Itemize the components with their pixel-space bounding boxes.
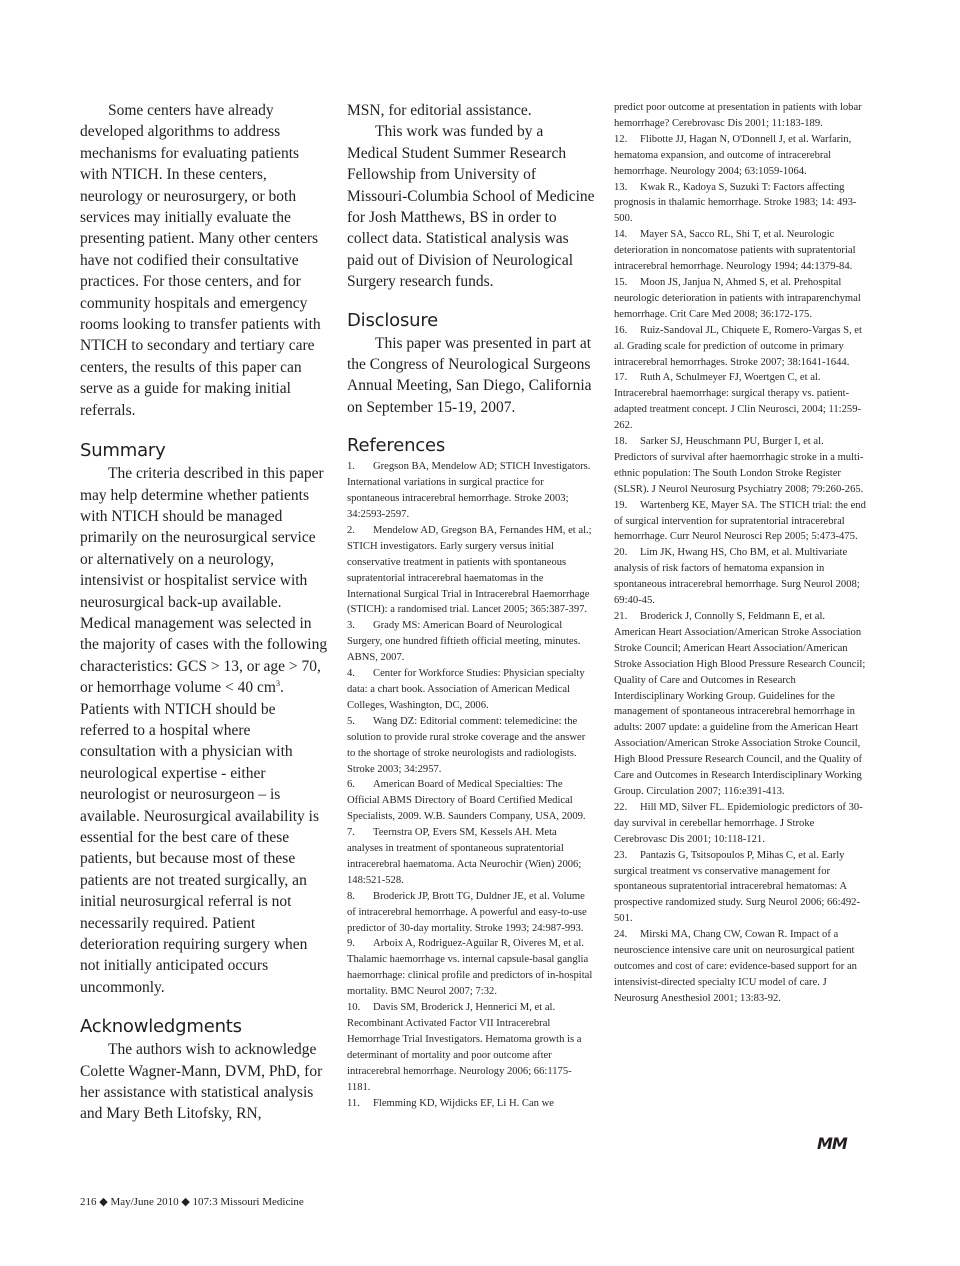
reference-number: 4.	[347, 668, 355, 680]
reference-item	[347, 936, 595, 1000]
reference-list-column-2	[347, 459, 595, 1111]
reference-item	[347, 889, 595, 937]
reference-item	[614, 275, 866, 323]
reference-text: Pantazis G, Tsitsopoulos P, Mihas C, et al. Early surgical treatment vs conservative management for spontaneous supratentorial intracerebral hematomas: A prospective randomized study. Surg Neurol 2006; 66:492-501.	[614, 849, 860, 925]
reference-number: 14.	[614, 229, 628, 241]
reference-item	[614, 370, 866, 434]
reference-text: Sarker SJ, Heuschmann PU, Burger I, et al. Predictors of survival after haemorrhagic stroke in a multi-ethnic population: The South London Stroke Register (SLSR). J Neurol Neurosurg Psychiatry 2008; 79:260-265.	[614, 436, 864, 495]
reference-item	[614, 545, 866, 609]
reference-number: 21.	[614, 611, 628, 622]
reference-text: Flemming KD, Wijdicks EF, Li H. Can we	[373, 1097, 554, 1109]
reference-text: Ruth A, Schulmeyer FJ, Woertgen C, et al. Intracerebral haemorrhage: surgical therapy vs. patient-adapted treatment concept. J Clin Neurosci, 2004; 11:259-262.	[614, 372, 862, 432]
reference-item	[347, 523, 595, 618]
reference-number: 20.	[614, 547, 628, 559]
reference-item	[614, 498, 866, 546]
reference-11-continued: predict poor outcome at presentation in patients with lobar hemorrhage? Cerebrovasc Dis 2001; 11:183-189.	[614, 102, 862, 129]
reference-text: Ruiz-Sandoval JL, Chiquete E, Romero-Vargas S, et al. Grading scale for prediction of outcome in primary intracerebral hemorrhages. Stroke 2007; 38:1641-1644.	[614, 324, 862, 368]
reference-number: 5.	[347, 715, 355, 727]
summary-text-part2: . Patients with NTICH should be referred to a hospital where consultation with a physician with neurological expertise - either neurologist or neurosurgeon – is available. Neurosurgical availability is essential for the best care of these patients, but because most of these patients are not treated surgically, an initial neurosurgical referral is not necessarily required. Patient deterioration requiring surgery when not initially anticipated occurs uncommonly.	[80, 679, 320, 996]
reference-number: 10.	[347, 1002, 361, 1014]
acknowledgments-continued: MSN, for editorial assistance.	[347, 102, 532, 119]
reference-number: 3.	[347, 620, 355, 632]
reference-number: 16.	[614, 324, 628, 336]
summary-text-part1: The criteria described in this paper may help determine whether patients with NTICH should be managed primarily on the neurosurgical service or alternatively on a neurology, intensivist or hospitalist service with neurosurgical back-up available. Medical management was selected in the majority of cases with the following characteristics: GCS > 13, or age > 70, or hemorrhage volume < 40 cm	[80, 465, 328, 697]
reference-number: 1.	[347, 461, 355, 473]
reference-text: Flibotte JJ, Hagan N, O'Donnell J, et al. Warfarin, hematoma expansion, and outcome of intracerebral hemorrhage. Neurology 2004; 63:1059-1064.	[614, 133, 852, 177]
reference-text: Arboix A, Rodriguez-Aguilar R, Oiveres M, et al. Thalamic haemorrhage vs. internal capsule-basal ganglia haemorrhage: clinical profile and predictors of in-hospital mortality. BMC Neurol 2007; 7:32.	[347, 938, 593, 998]
reference-text: Gregson BA, Mendelow AD; STICH Investigators. International variations in surgical practice for spontaneous intracerebral hemorrhage. Stroke 2003; 34:2593-2597.	[347, 461, 591, 520]
end-of-article-logo: MM	[817, 1134, 847, 1153]
reference-number: 19.	[614, 499, 628, 511]
reference-number: 6.	[347, 779, 355, 791]
summary-heading: Summary	[80, 440, 166, 462]
reference-number: 17.	[614, 372, 628, 384]
summary-paragraph	[80, 463, 328, 998]
reference-text: Kwak R., Kadoya S, Suzuki T: Factors affecting prognosis in thalamic hemorrhage. Stroke 1983; 14: 493-500.	[614, 181, 857, 225]
reference-number: 7.	[347, 827, 355, 839]
acknowledgments-paragraph: The authors wish to acknowledge Colette Wagner-Mann, DVM, PhD, for her assistance with statistical analysis and Mary Beth Litofsky, RN,	[80, 1041, 323, 1123]
reference-number: 2.	[347, 524, 355, 536]
reference-number: 18.	[614, 436, 628, 448]
reference-text: Wartenberg KE, Mayer SA. The STICH trial: the end of surgical intervention for supratentorial intracerebral hemorrhage. Curr Neurol Neurosci Rep 2005; 5:473-475.	[614, 499, 866, 543]
reference-text: American Board of Medical Specialties: The Official ABMS Directory of Board Certified Medical Specialists, 2009. W.B. Saunders Company, USA, 2009.	[347, 779, 586, 823]
reference-item	[347, 459, 595, 523]
reference-item	[347, 825, 595, 889]
funding-paragraph: This work was funded by a Medical Student Summer Research Fellowship from University of Missouri-Columbia School of Medicine for Josh Matthews, BS in order to collect data. Statistical analysis was paid out of Division of Neurological Surgery research funds.	[347, 123, 595, 291]
column-3	[614, 100, 866, 1007]
reference-number: 13.	[614, 181, 628, 193]
reference-number: 11.	[347, 1097, 360, 1109]
reference-item	[614, 609, 866, 800]
reference-text: Hill MD, Silver FL. Epidemiologic predictors of 30-day survival in cerebellar hemorrhage. J Stroke Cerebrovasc Dis 2001; 10:118-121.	[614, 801, 863, 845]
reference-number: 23.	[614, 849, 628, 861]
acknowledgments-heading: Acknowledgments	[80, 1016, 242, 1038]
reference-text: Mayer SA, Sacco RL, Shi T, et al. Neurologic deterioration in noncomatose patients with supratentorial intracerebral hemorrhage. Neurology 1994; 44:1379-84.	[614, 229, 856, 273]
reference-item	[614, 323, 866, 371]
reference-text: Mirski MA, Chang CW, Cowan R. Impact of a neuroscience intensive care unit on neurosurgical patient outcomes and cost of care: evidence-based support for an intensivist-directed specialty ICU model of care. J Neurosurg Anesthesiol 2001; 13:83-92.	[614, 929, 857, 1004]
reference-item	[347, 666, 595, 714]
reference-list-column-3	[614, 132, 866, 1007]
references-heading: References	[347, 435, 446, 457]
reference-text: Moon JS, Janjua N, Ahmed S, et al. Prehospital neurologic deterioration in patients with intraparenchymal hemorrhage. Crit Care Med 2008; 36:172-175.	[614, 276, 861, 320]
reference-number: 9.	[347, 938, 355, 950]
reference-item	[347, 714, 595, 778]
reference-item	[347, 777, 595, 825]
column-2	[347, 100, 595, 1111]
intro-paragraph: Some centers have already developed algorithms to address mechanisms for evaluating patients with NTICH. In these centers, neurology or neurosurgery, or both services may initially evaluate the presenting patient. Many other centers have not codified their consultative practices. For those centers, and for community hospitals and emergency rooms looking to transfer patients with NTICH to secondary and tertiary care centers, the results of this paper can serve as a guide for making initial referrals.	[80, 102, 321, 419]
reference-item	[614, 180, 866, 228]
reference-item	[614, 227, 866, 275]
reference-text: Broderick J, Connolly S, Feldmann E, et al. American Heart Association/American Stroke Association Stroke Council; American Heart Association/American Stroke Association High Blood Pressure Research Council; Quality of Care and Outcomes in Research Interdisciplinary Working Group. Guidelines for the management of spontaneous intracerebral hemorrhage in adults: 2007 update: a guideline from the American Heart Association/American Stroke Association Stroke Council, High Blood Pressure Research Council, and the Quality of Care and Outcomes in Research Interdisciplinary Working Group. Circulation 2007; 116:e391-413.	[614, 611, 866, 797]
reference-item	[347, 1096, 595, 1112]
reference-text: Center for Workforce Studies: Physician specialty data: a chart book. Association of American Medical Colleges, Washington, DC, 2006.	[347, 668, 585, 711]
reference-number: 15.	[614, 276, 628, 288]
reference-text: Mendelow AD, Gregson BA, Fernandes HM, et al.; STICH investigators. Early surgery versus initial conservative treatment in patients with spontaneous supratentorial intracerebral haematomas in the International Surgical Trial in Intracerebral Haemorrhage (STICH): a randomised trial. Lancet 2005; 365:387-397.	[347, 524, 592, 616]
reference-item	[614, 848, 866, 928]
reference-text: Teernstra OP, Evers SM, Kessels AH. Meta analyses in treatment of spontaneous supratentorial intracerebral haematoma. Acta Neurochir (Wien) 2006; 148:521-528.	[347, 827, 582, 886]
reference-item	[614, 800, 866, 848]
reference-text: Grady MS: American Board of Neurological Surgery, one hundred fiftieth official meeting, minutes. ABNS, 2007.	[347, 620, 581, 664]
reference-text: Wang DZ: Editorial comment: telemedicine: the solution to provide rural stroke coverage and the answer to the shortage of stroke neurologists and radiologists. Stroke 2003; 34:2957.	[347, 715, 586, 775]
reference-number: 22.	[614, 801, 628, 813]
reference-text: Broderick JP, Brott TG, Duldner JE, et al. Volume of intracerebral hemorrhage. A powerful and easy-to-use predictor of 30-day mortality. Stroke 1993; 24:987-993.	[347, 890, 587, 934]
reference-item	[347, 1000, 595, 1095]
reference-item	[614, 434, 866, 498]
column-1	[80, 100, 328, 1125]
reference-number: 8.	[347, 890, 355, 902]
reference-item	[347, 618, 595, 666]
reference-item	[614, 132, 866, 180]
page-footer: 216 ◆ May/June 2010 ◆ 107:3 Missouri Medicine	[80, 1196, 304, 1208]
reference-number: 24.	[614, 929, 628, 941]
superscript-3: 3	[275, 679, 280, 688]
reference-item	[614, 927, 866, 1007]
reference-number: 12.	[614, 133, 628, 145]
reference-text: Lim JK, Hwang HS, Cho BM, et al. Multivariate analysis of risk factors of hematoma expansion in spontaneous intracerebral hemorrhage. Surg Neurol 2008; 69:40-45.	[614, 547, 860, 607]
disclosure-paragraph: This paper was presented in part at the Congress of Neurological Surgeons Annual Meeting, San Diego, California on September 15-19, 2007.	[347, 334, 592, 416]
reference-text: Davis SM, Broderick J, Hennerici M, et al. Recombinant Activated Factor VII Intracerebral Hemorrhage Trial Investigators. Hematoma growth is a determinant of mortality and poor outcome after intracerebral hemorrhage. Neurology 2006; 66:1175-1181.	[347, 1002, 582, 1093]
disclosure-heading: Disclosure	[347, 309, 439, 331]
